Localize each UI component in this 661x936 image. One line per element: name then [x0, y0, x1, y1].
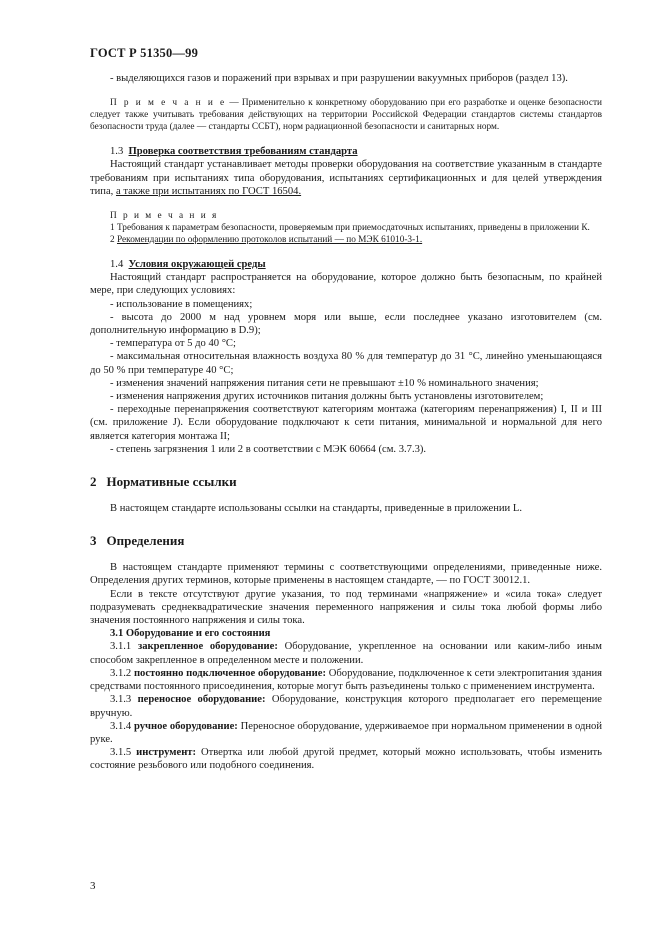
note-text: — Применительно к конкретному оборудованию при его разработке и оценке безопасности следует также учитывать требования действующих на территории Российской Федерации стандартов системы стандартов безопасности труда (далее — стандарты ССБТ), норм радиационной безопасности и санитарных норм.: [90, 98, 602, 133]
note-item: 1 Требования к параметрам безопасности, проверяемым при приемосдаточных испытаниях, приведены в приложении К.: [110, 223, 590, 234]
notes-label: П р и м е ч а н и я: [110, 211, 219, 222]
section-heading-2: [90, 474, 602, 490]
definition-term: закрепленное оборудование:: [137, 641, 278, 653]
definition-text: Оборудование, конструкция которого предполагает его перемещение вручную.: [90, 694, 602, 719]
definition-number: 3.1.1: [110, 641, 138, 653]
list-item: - использование в помещениях;: [110, 298, 253, 310]
paragraph: [90, 158, 602, 198]
definition-number: 3.1.4: [110, 720, 134, 732]
section-number: 1.3: [110, 146, 124, 158]
definition-term: постоянно подключенное оборудование:: [133, 667, 326, 679]
list-item: - температура от 5 до 40 °С;: [110, 338, 236, 350]
note: [90, 97, 602, 133]
paragraph: Если в тексте отсутствуют другие указания, то под терминами «напряжение» и «сила тока» следует подразумевать среднеквадратические значения переменного напряжения и силы тока любой формы либо значения постоянного напряжения и силы тока.: [90, 588, 602, 627]
list-item: - степень загрязнения 1 или 2 в соответствии с МЭК 60664 (см. 3.7.3).: [110, 443, 427, 455]
paragraph-text: Настоящий стандарт устанавливает методы проверки оборудования на соответствие указанным в стандарте требованиям при испытаниях типа оборудования, испытаниях сертификационных и для целей утверждения типа,: [90, 159, 602, 197]
section-number: 2: [90, 474, 97, 490]
paragraph: Настоящий стандарт распространяется на оборудование, которое должно быть безопасным, по крайней мере, при следующих условиях:: [90, 272, 602, 297]
definition-item: [90, 640, 602, 666]
list-item: - переходные перенапряжения соответствуют категориям монтажа (категориям перенапряжения) I, II и III (см. приложение J). Если оборудование подключают к сети питания, минимальной и нормальной для него является категория монтажа II;: [90, 404, 602, 442]
definition-term: переносное оборудование:: [137, 694, 266, 706]
definition-item: [90, 667, 602, 693]
paragraph: - выделяющихся газов и поражений при взрывах и при разрушении вакуумных приборов (раздел 13).: [110, 73, 568, 84]
list-item: - изменения напряжения других источников питания должны быть установлены изготовителем;: [110, 391, 544, 403]
definition-item: [90, 720, 602, 746]
subsection-heading-3-1: 3.1 Оборудование и его состояния: [110, 628, 271, 640]
definition-text: Оборудование, укрепленное на основании или каким-либо иным способом закрепленное в определенном месте и положении.: [90, 641, 603, 666]
paragraph-underlined: а также при испытаниях по ГОСТ 16504.: [115, 185, 302, 197]
section-heading-3: [90, 533, 602, 549]
paragraph: В настоящем стандарте применяют термины с соответствующими определениями, приведенные ниже. Определения других терминов, которые применены в настоящем стандарте, — по ГОСТ 30012.1.: [90, 562, 602, 587]
section-title: Проверка соответствия требованиям стандарта: [128, 146, 358, 158]
section-heading-1-4: [90, 258, 602, 271]
list-item: - изменения значений напряжения питания сети не превышают ±10 % номинального значения;: [110, 377, 539, 389]
document-code: ГОСТ Р 51350—99: [90, 46, 199, 60]
definition-item: [90, 693, 602, 719]
definition-number: 3.1.3: [110, 694, 138, 706]
definition-term: инструмент:: [136, 747, 197, 759]
paragraph: В настоящем стандарте использованы ссылки на стандарты, приведенные в приложении L.: [110, 503, 522, 515]
definition-item: [90, 746, 602, 772]
definition-text: Переносное оборудование, удерживаемое при нормальном применении в одной руке.: [90, 720, 602, 745]
section-title: Условия окружающей среды: [128, 259, 266, 271]
page-content: [90, 72, 602, 773]
definition-number: 3.1.2: [110, 667, 134, 679]
page-number: 3: [90, 880, 96, 892]
definition-number: 3.1.5: [110, 747, 137, 759]
list-item: - максимальная относительная влажность воздуха 80 % для температур до 31 °С, линейно уменьшающаяся до 50 % при температуре 40 °С;: [90, 351, 602, 376]
note-underlined: Рекомендации по оформлению протоколов испытаний — по МЭК 61010-3-1.: [116, 235, 423, 246]
list-item: - высота до 2000 м над уровнем моря или выше, если последнее указано изготовителем (см. дополнительную информацию в D.9);: [90, 311, 602, 337]
note-number: 2: [110, 235, 117, 246]
definition-term: ручное оборудование:: [133, 720, 238, 732]
section-heading-1-3: [90, 145, 602, 158]
section-number: 1.4: [110, 259, 124, 271]
section-number: 3: [90, 533, 97, 549]
definition-text: Оборудование, подключенное к сети электропитания здания средствами постоянного присоединения, которые могут быть разъединены только с применением инструмента.: [90, 667, 602, 693]
note-label: П р и м е ч а н и е: [110, 98, 227, 109]
section-title: Определения: [106, 533, 185, 549]
definition-text: Отвертка или любой другой предмет, который можно использовать, чтобы изменить состояние резьбового или подобного соединения.: [90, 747, 602, 772]
section-title: Нормативные ссылки: [106, 474, 237, 490]
note-item: [90, 234, 602, 246]
